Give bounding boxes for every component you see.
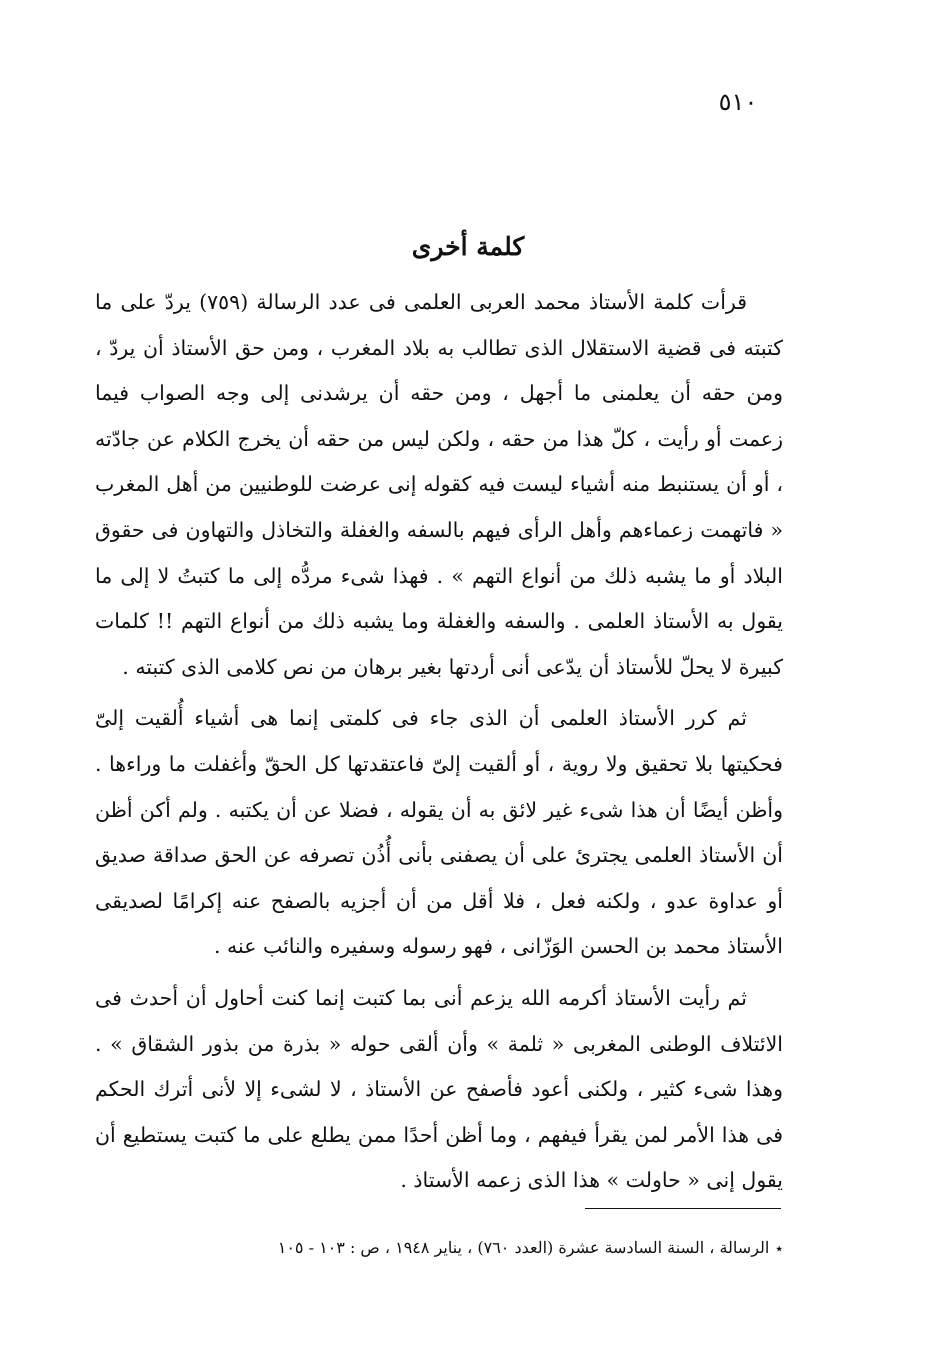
paragraph-3: ثم رأيت الأستاذ أكرمه الله يزعم أنى بما كتبت إنما كنت أحاول أن أحدث فى الائتلاف الوطنى المغربى « ثلمة » وأن ألقى حوله « بذرة من بذور الشقاق » . وهذا شىء كثير ، ولكنى أعود فأصفح عن الأستاذ ، لا لشىء إلا لأنى أترك الحكم فى هذا الأمر لمن يقرأ فيفهم ، وما أظن أحدًا ممن يطلع على ما كتبت يستطيع أن يقول إنى « حاولت » هذا الذى زعمه الأستاذ . <box>95 985 783 1193</box>
article-body <box>95 280 783 1204</box>
footnote-marker: ٭ <box>775 1241 783 1257</box>
page-number: ٥١٠ <box>718 88 758 116</box>
paragraph-1: قرأت كلمة الأستاذ محمد العربى العلمى فى عدد الرسالة (٧٥٩) يردّ على ما كتبته فى قضية الاستقلال الذى تطالب به بلاد المغرب ، ومن حق الأستاذ أن يردّ ، ومن حقه أن يعلمنى ما أجهل ، ومن حقه أن يرشدنى إلى وجه الصواب فيما زعمت أو رأيت ، كلّ هذا من حقه ، ولكن ليس من حقه أن يخرج الكلام عن جادّته ، أو أن يستنبط منه أشياء ليست فيه كقوله إنى عرضت للوطنيين من أهل المغرب « فاتهمت زعماءهم وأهل الرأى فيهم بالسفه والغفلة والتخاذل والتهاون فى حقوق البلاد أو ما يشبه ذلك من أنواع التهم » . فهذا شىء مردُّه إلى ما كتبتُ لا إلى ما يقول به الأستاذ العلمى . والسفه والغفلة وما يشبه ذلك من أنواع التهم !! كلمات كبيرة لا يحلّ للأستاذ أن يدّعى أنى أردتها بغير برهان من نص كلامى الذى كتبته . <box>95 290 783 679</box>
paragraph-2: ثم كرر الأستاذ العلمى أن الذى جاء فى كلمتى إنما هى أشياء أُلقيت إلىّ فحكيتها بلا تحقيق ولا روية ، أو ألقيت إلىّ فاعتقدتها كل الحقّ وأغفلت ما وراءها . وأظن أيضًا أن هذا شىء غير لائق به أن يقوله ، فضلا عن أن يكتبه . ولم أكن أظن أن الأستاذ العلمى يجترئ على أن يصفنى بأنى أُذُن تصرفه عن الحق صداقة صديق أو عداوة عدو ، ولكنه فعل ، فلا أقل من أن أجزيه بالصفح عنه إكرامًا لصديقى الأستاذ محمد بن الحسن الوَزّانى ، فهو رسوله وسفيره والنائب عنه . <box>95 706 783 959</box>
article-title: كلمة أخرى <box>411 232 525 261</box>
footnote-divider <box>585 1208 781 1209</box>
footnote-text: الرسالة ، السنة السادسة عشرة (العدد ٧٦٠) ، يناير ١٩٤٨ ، ص : ١٠٣ - ١٠٥ <box>277 1238 770 1257</box>
footnote <box>95 1238 783 1257</box>
